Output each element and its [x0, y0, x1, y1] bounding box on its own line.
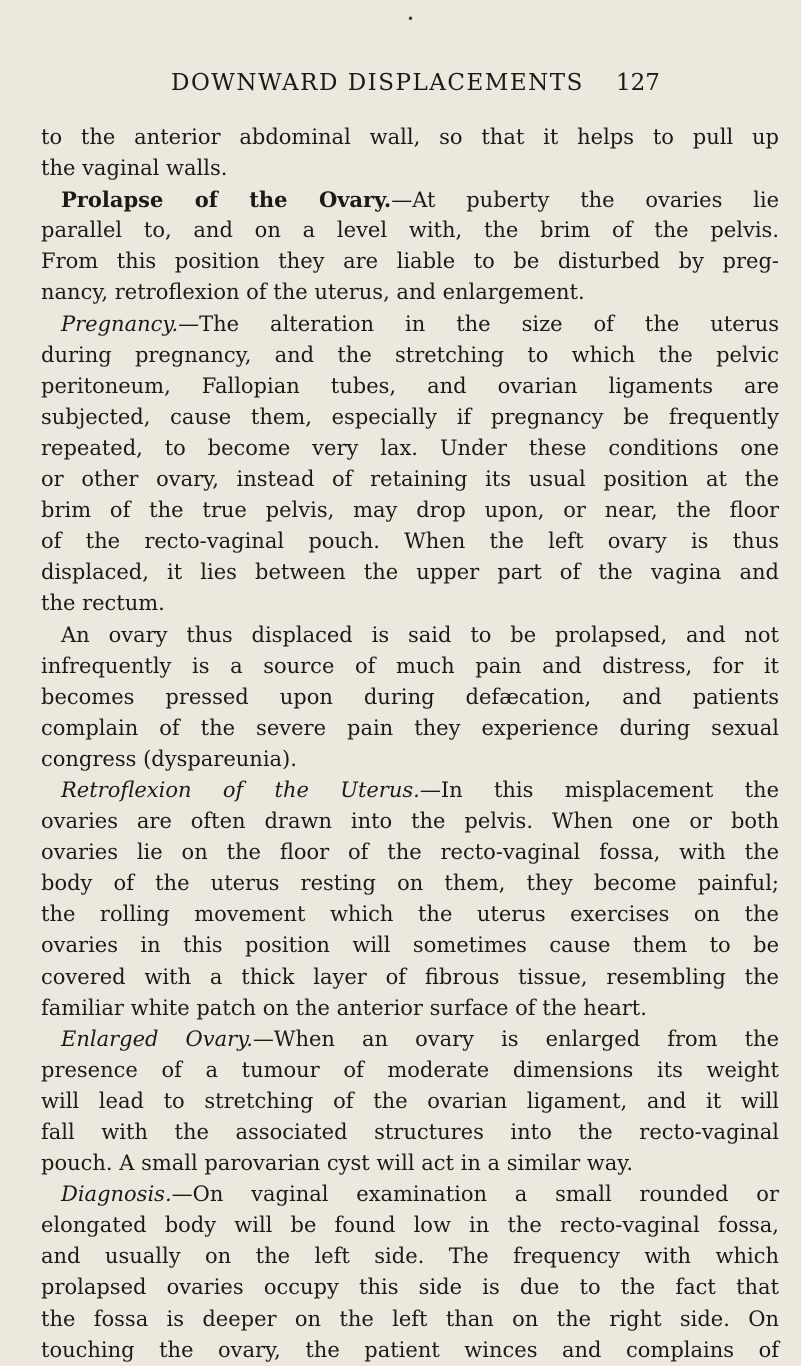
- text-line: elongated body will be found low in the recto-vaginal fossa,: [41, 1213, 779, 1238]
- text-line: nancy, retroflexion of the uterus, and enlargement.: [41, 280, 585, 305]
- text-line: subjected, cause them, especially if pregnancy be frequently: [41, 404, 779, 429]
- section-heading-line: Retroflexion of the Uterus.—In this misplacement the: [61, 777, 779, 802]
- running-head: DOWNWARD DISPLACEMENTS: [171, 70, 584, 96]
- text-line: body of the uterus resting on them, they become painful;: [41, 871, 779, 896]
- text-line: covered with a thick layer of fibrous tissue, resembling the: [41, 964, 779, 989]
- stray-ink-mark: •: [407, 12, 415, 26]
- text-line: and usually on the left side. The frequency with which: [41, 1244, 779, 1269]
- section-heading-line: Pregnancy.—The alteration in the size of the uterus: [61, 311, 779, 336]
- text-line: parallel to, and on a level with, the brim of the pelvis.: [41, 218, 779, 243]
- text-line: to the anterior abdominal wall, so that it helps to pull up: [41, 125, 779, 149]
- subsection-heading: Pregnancy.: [61, 311, 179, 336]
- subsection-heading: Enlarged Ovary.: [61, 1026, 253, 1051]
- page-number: 127: [616, 70, 660, 96]
- text-line: touching the ovary, the patient winces and complains of: [41, 1337, 779, 1362]
- section-heading-line: Diagnosis.—On vaginal examination a small rounded or: [61, 1182, 779, 1207]
- text-line: during pregnancy, and the stretching to which the pelvic: [41, 342, 779, 367]
- text-line: peritoneum, Fallopian tubes, and ovarian ligaments are: [41, 373, 779, 398]
- text-line: infrequently is a source of much pain and distress, for it: [41, 653, 779, 678]
- text-line: ovaries in this position will sometimes cause them to be: [41, 933, 779, 958]
- text-line: repeated, to become very lax. Under these conditions one: [41, 435, 779, 460]
- subsection-heading: Prolapse of the Ovary.: [61, 187, 392, 213]
- text-line: the rectum.: [41, 591, 165, 616]
- text-line: the rolling movement which the uterus exercises on the: [41, 902, 779, 927]
- body-text: [41, 122, 779, 1366]
- text-line: the fossa is deeper on the left than on the right side. On: [41, 1306, 779, 1331]
- text-line: complain of the severe pain they experience during sexual: [41, 715, 779, 740]
- subsection-heading: Retroflexion of the Uterus.: [61, 777, 420, 802]
- text-line: prolapsed ovaries occupy this side is due to the fact that: [41, 1275, 779, 1300]
- subsection-heading: Diagnosis.: [61, 1182, 172, 1207]
- text-line: becomes pressed upon during defæcation, and patients: [41, 684, 779, 709]
- text-line: From this position they are liable to be disturbed by preg-: [41, 249, 779, 274]
- text-line: of the recto-vaginal pouch. When the left ovary is thus: [41, 529, 779, 554]
- text-line: An ovary thus displaced is said to be prolapsed, and not: [61, 622, 779, 647]
- text-line: ovaries lie on the floor of the recto-vaginal fossa, with the: [41, 840, 779, 865]
- text-line: familiar white patch on the anterior surface of the heart.: [41, 995, 647, 1020]
- text-line: displaced, it lies between the upper part of the vagina and: [41, 560, 779, 585]
- text-line: will lead to stretching of the ovarian ligament, and it will: [41, 1088, 779, 1113]
- text-line: congress (dyspareunia).: [41, 746, 297, 771]
- text-line: fall with the associated structures into the recto-vaginal: [41, 1120, 779, 1144]
- text-line: pouch. A small parovarian cyst will act in a similar way.: [41, 1151, 634, 1176]
- text-line: brim of the true pelvis, may drop upon, or near, the floor: [41, 498, 779, 523]
- text-line: or other ovary, instead of retaining its usual position at the: [41, 467, 779, 492]
- text-line: presence of a tumour of moderate dimensions its weight: [41, 1057, 779, 1082]
- text-line: the vaginal walls.: [41, 156, 228, 181]
- text-line: ovaries are often drawn into the pelvis. When one or both: [41, 809, 779, 834]
- section-heading-line: Prolapse of the Ovary.—At puberty the ovaries lie: [61, 187, 780, 213]
- section-heading-line: Enlarged Ovary.—When an ovary is enlarged from the: [61, 1026, 779, 1051]
